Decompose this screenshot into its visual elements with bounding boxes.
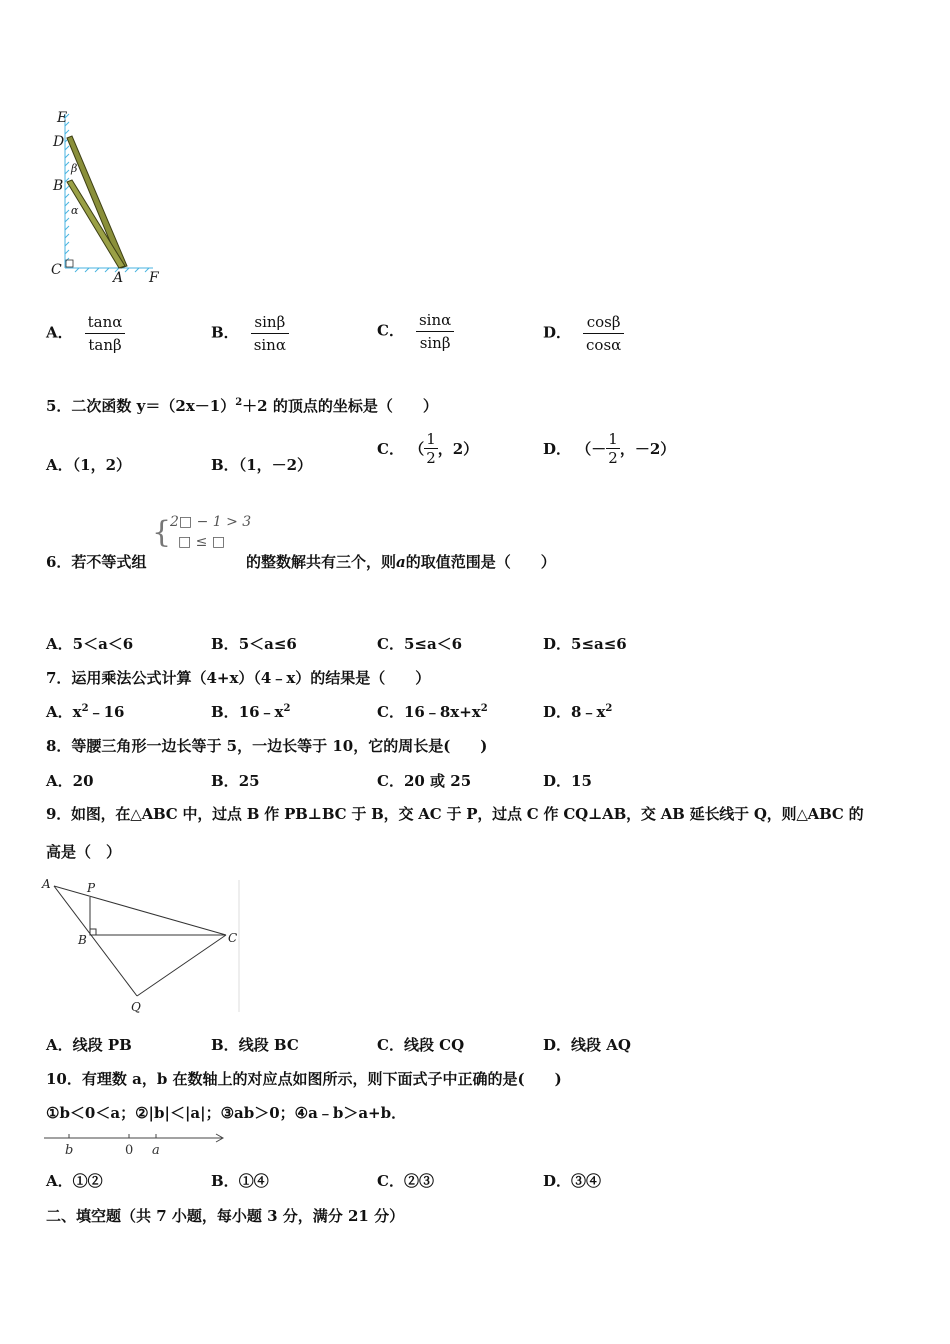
option-text: 8﹣x [571, 703, 606, 721]
q6-option-c[interactable] [377, 633, 462, 654]
svg-text:A: A [113, 270, 124, 286]
option-text: 5＜a≤6 [238, 635, 297, 653]
option-text: ①② [72, 1172, 103, 1190]
svg-text:α: α [71, 204, 79, 217]
option-text: 20 [72, 772, 94, 790]
frac-num: sinα [416, 311, 454, 332]
option-text: 线段 BC [238, 1036, 299, 1054]
svg-text:D: D [53, 134, 65, 150]
q8-stem: 8．等腰三角形一边长等于 5，一边长等于 10，它的周长是( ) [46, 737, 488, 755]
option-sup: 2 [81, 703, 89, 714]
option-label: D． [543, 1036, 572, 1054]
option-text: ③④ [571, 1172, 602, 1190]
q10-option-d[interactable] [543, 1170, 601, 1191]
frac-num: cosβ [583, 313, 624, 334]
option-text: 线段 PB [72, 1036, 132, 1054]
ladder-figure [45, 108, 170, 288]
svg-text:F: F [149, 270, 159, 286]
q4-option-d[interactable] [543, 313, 624, 354]
option-label: D． [543, 440, 572, 458]
option-label: B． [211, 635, 239, 653]
q5-stem [46, 395, 438, 416]
svg-text:E: E [57, 110, 68, 126]
svg-text:B: B [53, 178, 64, 194]
option-label: B． [211, 456, 239, 474]
frac-den: 2 [426, 449, 436, 467]
option-label: A． [46, 323, 73, 342]
option-label: D． [543, 703, 572, 721]
q9-stem-line2: 高是（ ） [46, 843, 122, 861]
option-pre: （－ [576, 440, 607, 458]
q6-option-a[interactable] [46, 633, 133, 654]
svg-text:0: 0 [125, 1143, 134, 1158]
q8-option-d[interactable] [543, 770, 592, 791]
frac-den: tanβ [88, 336, 122, 354]
option-sup: 2 [283, 703, 291, 714]
option-text: 16﹣8x+x [403, 703, 481, 721]
svg-text:Q: Q [131, 1000, 141, 1014]
option-label: D． [543, 772, 572, 790]
q6-stem-a: 6．若不等式组 [46, 553, 147, 571]
frac-den: 2 [608, 449, 618, 467]
frac-den: sinα [253, 336, 286, 354]
option-label: B． [211, 772, 239, 790]
q9-stem-line1: 9．如图，在△ABC 中，过点 B 作 PB⊥BC 于 B，交 AC 于 P，过点 C 作 CQ⊥AB，交 AB 延长线于 Q，则△ABC 的 [46, 805, 864, 823]
option-text: 5≤a＜6 [403, 635, 463, 653]
q10-stem: 10．有理数 a，b 在数轴上的对应点如图所示，则下面式子中正确的是( ) [46, 1070, 562, 1088]
q7-option-c[interactable] [377, 701, 488, 722]
option-text: x [72, 703, 82, 721]
option-label: C． [377, 1036, 404, 1054]
svg-text:A: A [42, 877, 51, 891]
section-title: 二、填空题（共 7 小题，每小题 3 分，满分 21 分） [46, 1207, 405, 1225]
option-sup: 2 [605, 703, 613, 714]
q7-option-b[interactable] [211, 701, 290, 722]
q5-stem-a: 5．二次函数 y＝（2x－1） [46, 397, 236, 415]
option-sup: 2 [480, 703, 488, 714]
option-label: D． [543, 635, 572, 653]
option-label: C． [377, 703, 404, 721]
frac-num: 1 [426, 430, 436, 448]
option-text: 25 [238, 772, 260, 790]
svg-text:C: C [228, 931, 238, 945]
number-line [42, 1128, 232, 1158]
svg-text:B: B [78, 933, 87, 947]
q10-option-c[interactable] [377, 1170, 434, 1191]
frac-num: tanα [85, 313, 126, 334]
q5-option-d[interactable] [543, 430, 675, 467]
q10-statements: ①b＜0＜a；②|b|＜|a|；③ab＞0；④a﹣b＞a+b． [46, 1104, 407, 1122]
q6-option-d[interactable] [543, 633, 627, 654]
system-line-1: 2□ − 1 > 3 [170, 514, 252, 530]
option-label: A． [46, 772, 73, 790]
option-label: D． [543, 323, 572, 342]
svg-text:b: b [65, 1143, 74, 1158]
frac-den: sinβ [419, 334, 451, 352]
option-text: ②③ [403, 1172, 434, 1190]
option-text: 20 或 25 [403, 772, 472, 790]
q5-stem-b: ＋2 的顶点的坐标是（ ） [242, 397, 438, 415]
option-text: 线段 AQ [571, 1036, 631, 1054]
q9-option-b[interactable] [211, 1034, 299, 1055]
q6-stem-b [246, 551, 556, 572]
q4-option-a[interactable] [46, 313, 125, 354]
brace-icon: { [152, 515, 172, 550]
svg-text:a: a [152, 1143, 160, 1158]
q6-var: a [396, 553, 406, 571]
q4-option-c[interactable] [377, 311, 454, 352]
triangle-figure [40, 876, 245, 1016]
q9-option-d[interactable] [543, 1034, 631, 1055]
option-label: B． [211, 323, 239, 342]
q6-stem-b-text: 的整数解共有三个，则 [246, 553, 397, 571]
option-text: 5≤a≤6 [571, 635, 627, 653]
system-line-2: □ ≤ □ [178, 534, 226, 550]
option-label: C． [377, 772, 404, 790]
option-label: D． [543, 1172, 572, 1190]
q4-option-b[interactable] [211, 313, 289, 354]
q5-option-b[interactable] [211, 454, 312, 475]
option-text: 16﹣x [238, 703, 284, 721]
option-label: A． [46, 456, 73, 474]
q7-option-d[interactable] [543, 701, 612, 722]
q6-stem-c-text: 的取值范围是（ ） [405, 553, 556, 571]
frac-num: 1 [608, 430, 618, 448]
svg-text:P: P [87, 881, 96, 895]
option-post: ﹣16 [88, 703, 125, 721]
q9-option-c[interactable] [377, 1034, 464, 1055]
q7-stem: 7．运用乘法公式计算（4+x）（4﹣x）的结果是（ ） [46, 669, 431, 687]
option-post: ，－2） [619, 440, 676, 458]
q10-option-b[interactable] [211, 1170, 269, 1191]
svg-text:β: β [71, 162, 78, 175]
option-text: 5＜a＜6 [72, 635, 134, 653]
q8-option-a[interactable] [46, 770, 94, 791]
inequality-system [152, 514, 252, 558]
q9-option-a[interactable] [46, 1034, 132, 1055]
option-label: C． [377, 1172, 404, 1190]
frac-den: cosα [586, 336, 622, 354]
option-text: ①④ [238, 1172, 269, 1190]
option-post: ，2） [437, 440, 479, 458]
option-label: C． [377, 440, 404, 458]
option-label: C． [377, 635, 404, 653]
option-label: A． [46, 635, 73, 653]
option-label: C． [377, 321, 404, 340]
q8-option-c[interactable] [377, 770, 471, 791]
option-label: A． [46, 1172, 73, 1190]
option-text: 线段 CQ [403, 1036, 465, 1054]
option-label: A． [46, 703, 73, 721]
option-label: B． [211, 1036, 239, 1054]
svg-text:C: C [51, 262, 62, 278]
option-text: 15 [571, 772, 592, 790]
option-text: （1，2） [72, 456, 132, 474]
q5-option-c[interactable] [377, 430, 478, 467]
q5-option-a[interactable] [46, 454, 131, 475]
option-pre: （ [409, 440, 425, 458]
option-text: （1，－2） [238, 456, 313, 474]
q7-option-a[interactable] [46, 701, 124, 722]
q5-sup: 2 [235, 397, 243, 408]
frac-num: sinβ [251, 313, 289, 334]
q6-option-b[interactable] [211, 633, 297, 654]
option-label: B． [211, 703, 239, 721]
q10-option-a[interactable] [46, 1170, 103, 1191]
option-label: A． [46, 1036, 73, 1054]
option-label: B． [211, 1172, 239, 1190]
q8-option-b[interactable] [211, 770, 260, 791]
